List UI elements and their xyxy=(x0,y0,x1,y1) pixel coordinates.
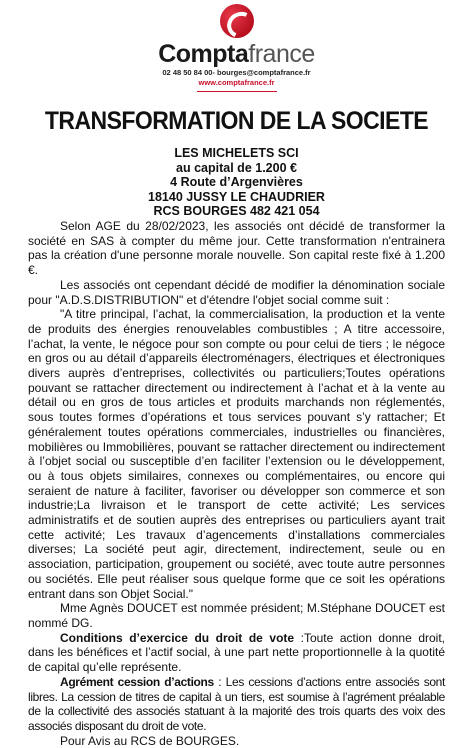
company-city: 18140 JUSSY LE CHAUDRIER xyxy=(148,189,325,204)
paragraph-droit-de-vote: Conditions d’exercice du droit de vote :Toute action donne droit, dans les bénéfices et l’actif social, à une part nette proportionnelle à la quotité de capital qu’elle représente. xyxy=(28,630,445,675)
paragraph-avis: Pour Avis au RCS de BOURGES. xyxy=(60,733,240,748)
comptafrance-logo-icon xyxy=(220,4,254,38)
paragraph-objet-social: "A titre principal, l’achat, la commercialisation, la production et la vente de produits des énergies renouvelables combustibles ; A titre accessoire, l’achat, la vente, le négoce pour son compte ou pour celui de tiers ; le négoce en gros ou au détail d’appareils électroménagers, électriques et électroniques divers auprès d’entreprises, collectivités ou particuliers;Toutes opérations pouvant se rattacher directement ou indirectement à l’achat et à la vente au détail ou en gros de tous articles et produits marchands non réglementés, sous toutes formes d’opérations et tous services pouvant s’y rattacher; Et généralement toutes opérations commerciales, industrielles ou financières, mobilières ou Immobilières, pouvant se rattacher directement ou indirectement à l’objet social ou susceptible d’en faciliter l’extension ou le développement, ou à tous objets similaires, connexes ou complémentaires, ou encore qui seraient de nature à faciliter, favoriser ou développer son commerce et son industrie;La livraison et le transport de cette activité; Les services administratifs et de soutien auprès des entreprises ou particuliers ayant trait cette activité; Les travaux d’agencements d’installations commerciales diverses; La société peut agir, directement, indirectement, seule ou en association, participation, groupement ou société, avec toute autre personnes ou sociétés. Elle peut réaliser sous quelque forme que ce soit les opérations entrant dans son Objet Social." xyxy=(28,307,445,601)
company-block xyxy=(0,146,473,219)
notice-title: TRANSFORMATION DE LA SOCIETE xyxy=(44,107,429,135)
logo-block xyxy=(0,4,473,92)
contact-line: 02 48 50 84 00- bourges@comptafrance.fr xyxy=(162,68,311,77)
brand-name: Comptafrance xyxy=(158,40,315,68)
paragraph-dirigeants: Mme Agnès DOUCET est nommée président; M.Stéphane DOUCET est nommé DG. xyxy=(28,601,445,630)
header-divider xyxy=(197,91,277,92)
company-street: 4 Route d’Argenvières xyxy=(170,175,303,190)
company-capital: au capital de 1.200 € xyxy=(176,160,297,175)
website-link[interactable]: www.comptafrance.fr xyxy=(198,78,275,87)
notice-body xyxy=(28,219,445,748)
paragraph-agrement: Agrément cession d’actions : Les cessions d’actions entre associés sont libres. La cession de titres de capital à un tiers, est soumise à l’agrément préalable de la collectivité des associés statuant à la majorité des trois quarts des voix des associés disposant du droit de vote. xyxy=(28,674,445,733)
agrement-heading: Agrément cession d’actions xyxy=(60,674,214,689)
company-rcs: RCS BOURGES 482 421 054 xyxy=(153,204,320,219)
paragraph-transformation: Selon AGE du 28/02/2023, les associés ont décidé de transformer la société en SAS à compter du même jour. Cette transformation n'entrainera pas la création d'une personne morale nouvelle. Son capital reste fixé à 1.200 €. xyxy=(28,219,445,278)
droit-de-vote-heading: Conditions d’exercice du droit de vote xyxy=(60,630,295,645)
company-name: LES MICHELETS SCI xyxy=(174,146,299,160)
paragraph-denomination: Les associés ont cependant décidé de modifier la dénomination sociale pour "A.D.S.DISTRIBUTION" et d'étendre l'objet social comme suit : xyxy=(28,277,445,307)
